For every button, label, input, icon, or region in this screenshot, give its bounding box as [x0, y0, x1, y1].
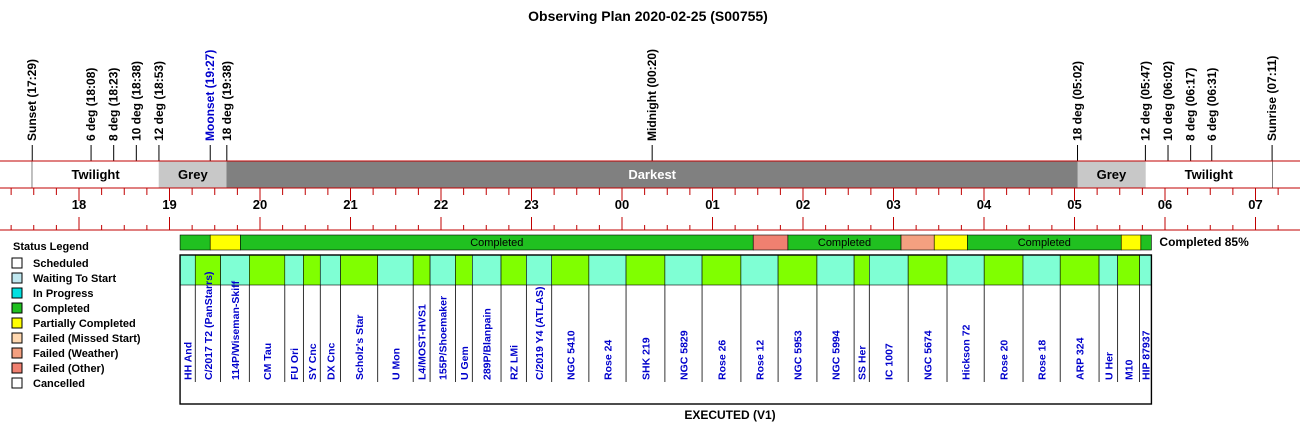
target-block-ss-her	[854, 255, 869, 285]
event-label-8-deg-18-23: 8 deg (18:23)	[106, 67, 121, 141]
hour-tick-label-06: 06	[1157, 197, 1173, 212]
target-name-rose-18: Rose 18	[1036, 339, 1049, 380]
status-segment-partially-completed-1	[210, 235, 240, 250]
target-name-ngc-5829: NGC 5829	[678, 330, 691, 380]
target-name-rose-24: Rose 24	[602, 339, 615, 380]
target-block-sy-cnc	[303, 255, 320, 285]
target-name-114p-wiseman-skiff: 114P/Wiseman-Skiff	[229, 280, 242, 380]
hour-tick-label-01: 01	[705, 197, 720, 212]
event-label-6-deg-18-08: 6 deg (18:08)	[84, 67, 99, 141]
target-block-289p-blanpain	[472, 255, 501, 285]
target-block-m10	[1118, 255, 1140, 285]
target-block-rz-lmi	[501, 255, 526, 285]
event-label-moonset-19-27: Moonset (19:27)	[203, 49, 218, 141]
phase-label-twilight-0: Twilight	[71, 167, 120, 182]
event-label-6-deg-06-31: 6 deg (06:31)	[1204, 67, 1219, 141]
target-block-rose-24	[589, 255, 626, 285]
target-name-ss-her: SS Her	[856, 345, 869, 380]
executed-label: EXECUTED (V1)	[684, 408, 776, 422]
legend-swatch-waiting-to-start	[12, 273, 22, 283]
legend-item-scheduled: Scheduled	[33, 258, 89, 270]
event-label-sunrise-07-11: Sunrise (07:11)	[1265, 55, 1280, 141]
status-legend	[12, 241, 141, 390]
target-name-hh-and: HH And	[182, 341, 195, 380]
target-name-rz-lmi: RZ LMi	[508, 345, 521, 380]
status-segment-label-7: Completed	[1017, 237, 1071, 249]
target-block-rose-26	[702, 255, 741, 285]
target-block-ngc-5953	[778, 255, 817, 285]
event-label-sunset-17-29: Sunset (17:29)	[25, 58, 40, 141]
target-block-dx-cnc	[320, 255, 340, 285]
status-segment-completed-9	[1141, 235, 1152, 250]
target-name-scholz-s-star: Scholz's Star	[354, 314, 367, 380]
target-name-fu-ori: FU Ori	[289, 347, 302, 380]
hour-tick-label-07: 07	[1248, 197, 1263, 212]
target-name-l4-most-hvs1: L4/MOST-HVS1	[416, 304, 429, 380]
target-name-u-mon: U Mon	[390, 347, 403, 380]
target-block-u-gem	[455, 255, 472, 285]
target-block-ngc-5410	[552, 255, 589, 285]
hour-tick-label-22: 22	[433, 197, 449, 212]
target-name-hickson-72: Hickson 72	[960, 324, 973, 380]
event-label-12-deg-05-47: 12 deg (05:47)	[1138, 60, 1153, 141]
legend-item-partially-completed: Partially Completed	[33, 318, 136, 330]
target-name-m10: M10	[1123, 359, 1136, 380]
target-name-rose-26: Rose 26	[716, 339, 729, 380]
status-segment-partially-completed-6	[934, 235, 967, 250]
legend-swatch-completed	[12, 303, 22, 313]
event-label-18-deg-05-02: 18 deg (05:02)	[1070, 60, 1085, 141]
target-name-u-gem: U Gem	[458, 346, 471, 380]
status-summary: Completed 85%	[1159, 235, 1249, 249]
target-block-u-her	[1099, 255, 1118, 285]
legend-title: Status Legend	[13, 241, 89, 253]
event-label-10-deg-06-02: 10 deg (06:02)	[1161, 60, 1176, 141]
target-block-arp-324	[1060, 255, 1099, 285]
hour-tick-label-18: 18	[71, 197, 87, 212]
legend-item-waiting-to-start: Waiting To Start	[33, 273, 117, 285]
target-name-289p-blanpain: 289P/Blanpain	[481, 308, 494, 380]
status-segment-failed-weather-5	[901, 235, 934, 250]
legend-swatch-partially-completed	[12, 318, 22, 328]
event-label-midnight-00-20: Midnight (00:20)	[645, 49, 660, 141]
legend-swatch-in-progress	[12, 288, 22, 298]
legend-swatch-failed-weather	[12, 348, 22, 358]
target-name-hip-87937: HIP 87937	[1140, 330, 1153, 380]
phase-label-grey-1: Grey	[178, 167, 208, 182]
event-label-10-deg-18-38: 10 deg (18:38)	[129, 60, 144, 141]
phase-label-darkest-2: Darkest	[628, 167, 677, 182]
chart-title: Observing Plan 2020-02-25 (S00755)	[528, 8, 768, 24]
target-name-u-her: U Her	[1103, 351, 1116, 380]
target-block-u-mon	[378, 255, 413, 285]
target-block-rose-18	[1023, 255, 1060, 285]
target-block-rose-12	[741, 255, 778, 285]
legend-item-completed: Completed	[33, 303, 90, 315]
hour-tick-label-23: 23	[524, 197, 539, 212]
status-segment-label-4: Completed	[817, 237, 872, 249]
target-name-arp-324: ARP 324	[1074, 337, 1087, 380]
target-block-ngc-5994	[817, 255, 854, 285]
target-name-cm-tau: CM Tau	[262, 342, 275, 380]
hour-tick-label-04: 04	[976, 197, 992, 212]
target-block-c-2019-y4-atlas	[526, 255, 551, 285]
legend-swatch-scheduled	[12, 258, 22, 268]
target-name-rose-12: Rose 12	[754, 339, 767, 380]
target-name-ngc-5674: NGC 5674	[922, 330, 935, 380]
target-block-l4-most-hvs1	[413, 255, 430, 285]
target-block-ngc-5829	[665, 255, 702, 285]
status-row	[180, 235, 1249, 250]
legend-item-cancelled: Cancelled	[33, 378, 85, 390]
legend-swatch-cancelled	[12, 378, 22, 388]
target-block-scholz-s-star	[341, 255, 378, 285]
target-name-ngc-5994: NGC 5994	[830, 330, 843, 380]
event-label-12-deg-18-53: 12 deg (18:53)	[151, 60, 166, 141]
target-block-hip-87937	[1140, 255, 1152, 285]
hour-tick-label-20: 20	[252, 197, 268, 212]
targets-row	[180, 255, 1152, 404]
target-name-dx-cnc: DX Cnc	[325, 342, 338, 380]
status-segment-completed-0	[180, 235, 210, 250]
legend-swatch-failed-missed-start	[12, 333, 22, 343]
target-name-ngc-5953: NGC 5953	[792, 330, 805, 380]
target-block-hh-and	[180, 255, 195, 285]
phase-label-twilight-4: Twilight	[1184, 167, 1233, 182]
hour-tick-label-19: 19	[162, 197, 177, 212]
target-block-rose-20	[984, 255, 1023, 285]
legend-item-failed-missed-start: Failed (Missed Start)	[33, 333, 141, 345]
target-name-c-2019-y4-atlas: C/2019 Y4 (ATLAS)	[534, 286, 547, 380]
legend-item-failed-other: Failed (Other)	[33, 363, 105, 375]
target-name-sy-cnc: SY Cnc	[306, 343, 319, 380]
phase-label-grey-3: Grey	[1096, 167, 1127, 182]
legend-swatch-failed-other	[12, 363, 22, 373]
target-name-c-2017-t2-panstarrs: C/2017 T2 (PanStarrs)	[202, 271, 215, 380]
target-name-ngc-5410: NGC 5410	[565, 330, 578, 380]
status-segment-label-2: Completed	[470, 237, 524, 249]
hour-tick-label-03: 03	[886, 197, 901, 212]
status-segment-partially-completed-8	[1121, 235, 1141, 250]
event-label-18-deg-19-38: 18 deg (19:38)	[219, 60, 234, 141]
target-name-155p-shoemaker: 155P/Shoemaker	[437, 295, 450, 380]
target-name-shk-219: SHK 219	[640, 337, 653, 380]
legend-item-failed-weather: Failed (Weather)	[33, 348, 119, 360]
hour-tick-label-05: 05	[1067, 197, 1082, 212]
target-block-hickson-72	[947, 255, 984, 285]
twilight-band	[0, 161, 1300, 188]
target-name-ic-1007: IC 1007	[883, 343, 896, 380]
target-block-fu-ori	[285, 255, 304, 285]
status-segment-failed-other-3	[753, 235, 788, 250]
hour-tick-label-21: 21	[343, 197, 358, 212]
target-block-cm-tau	[249, 255, 284, 285]
event-label-8-deg-06-17: 8 deg (06:17)	[1183, 67, 1198, 141]
hour-tick-label-00: 00	[614, 197, 630, 212]
target-name-rose-20: Rose 20	[998, 339, 1011, 380]
hour-tick-label-02: 02	[795, 197, 811, 212]
hour-axis	[0, 188, 1300, 230]
target-block-ic-1007	[869, 255, 908, 285]
target-block-ngc-5674	[908, 255, 947, 285]
target-block-114p-wiseman-skiff	[221, 255, 250, 285]
target-block-155p-shoemaker	[430, 255, 455, 285]
legend-item-in-progress: In Progress	[33, 288, 94, 300]
target-block-shk-219	[626, 255, 665, 285]
